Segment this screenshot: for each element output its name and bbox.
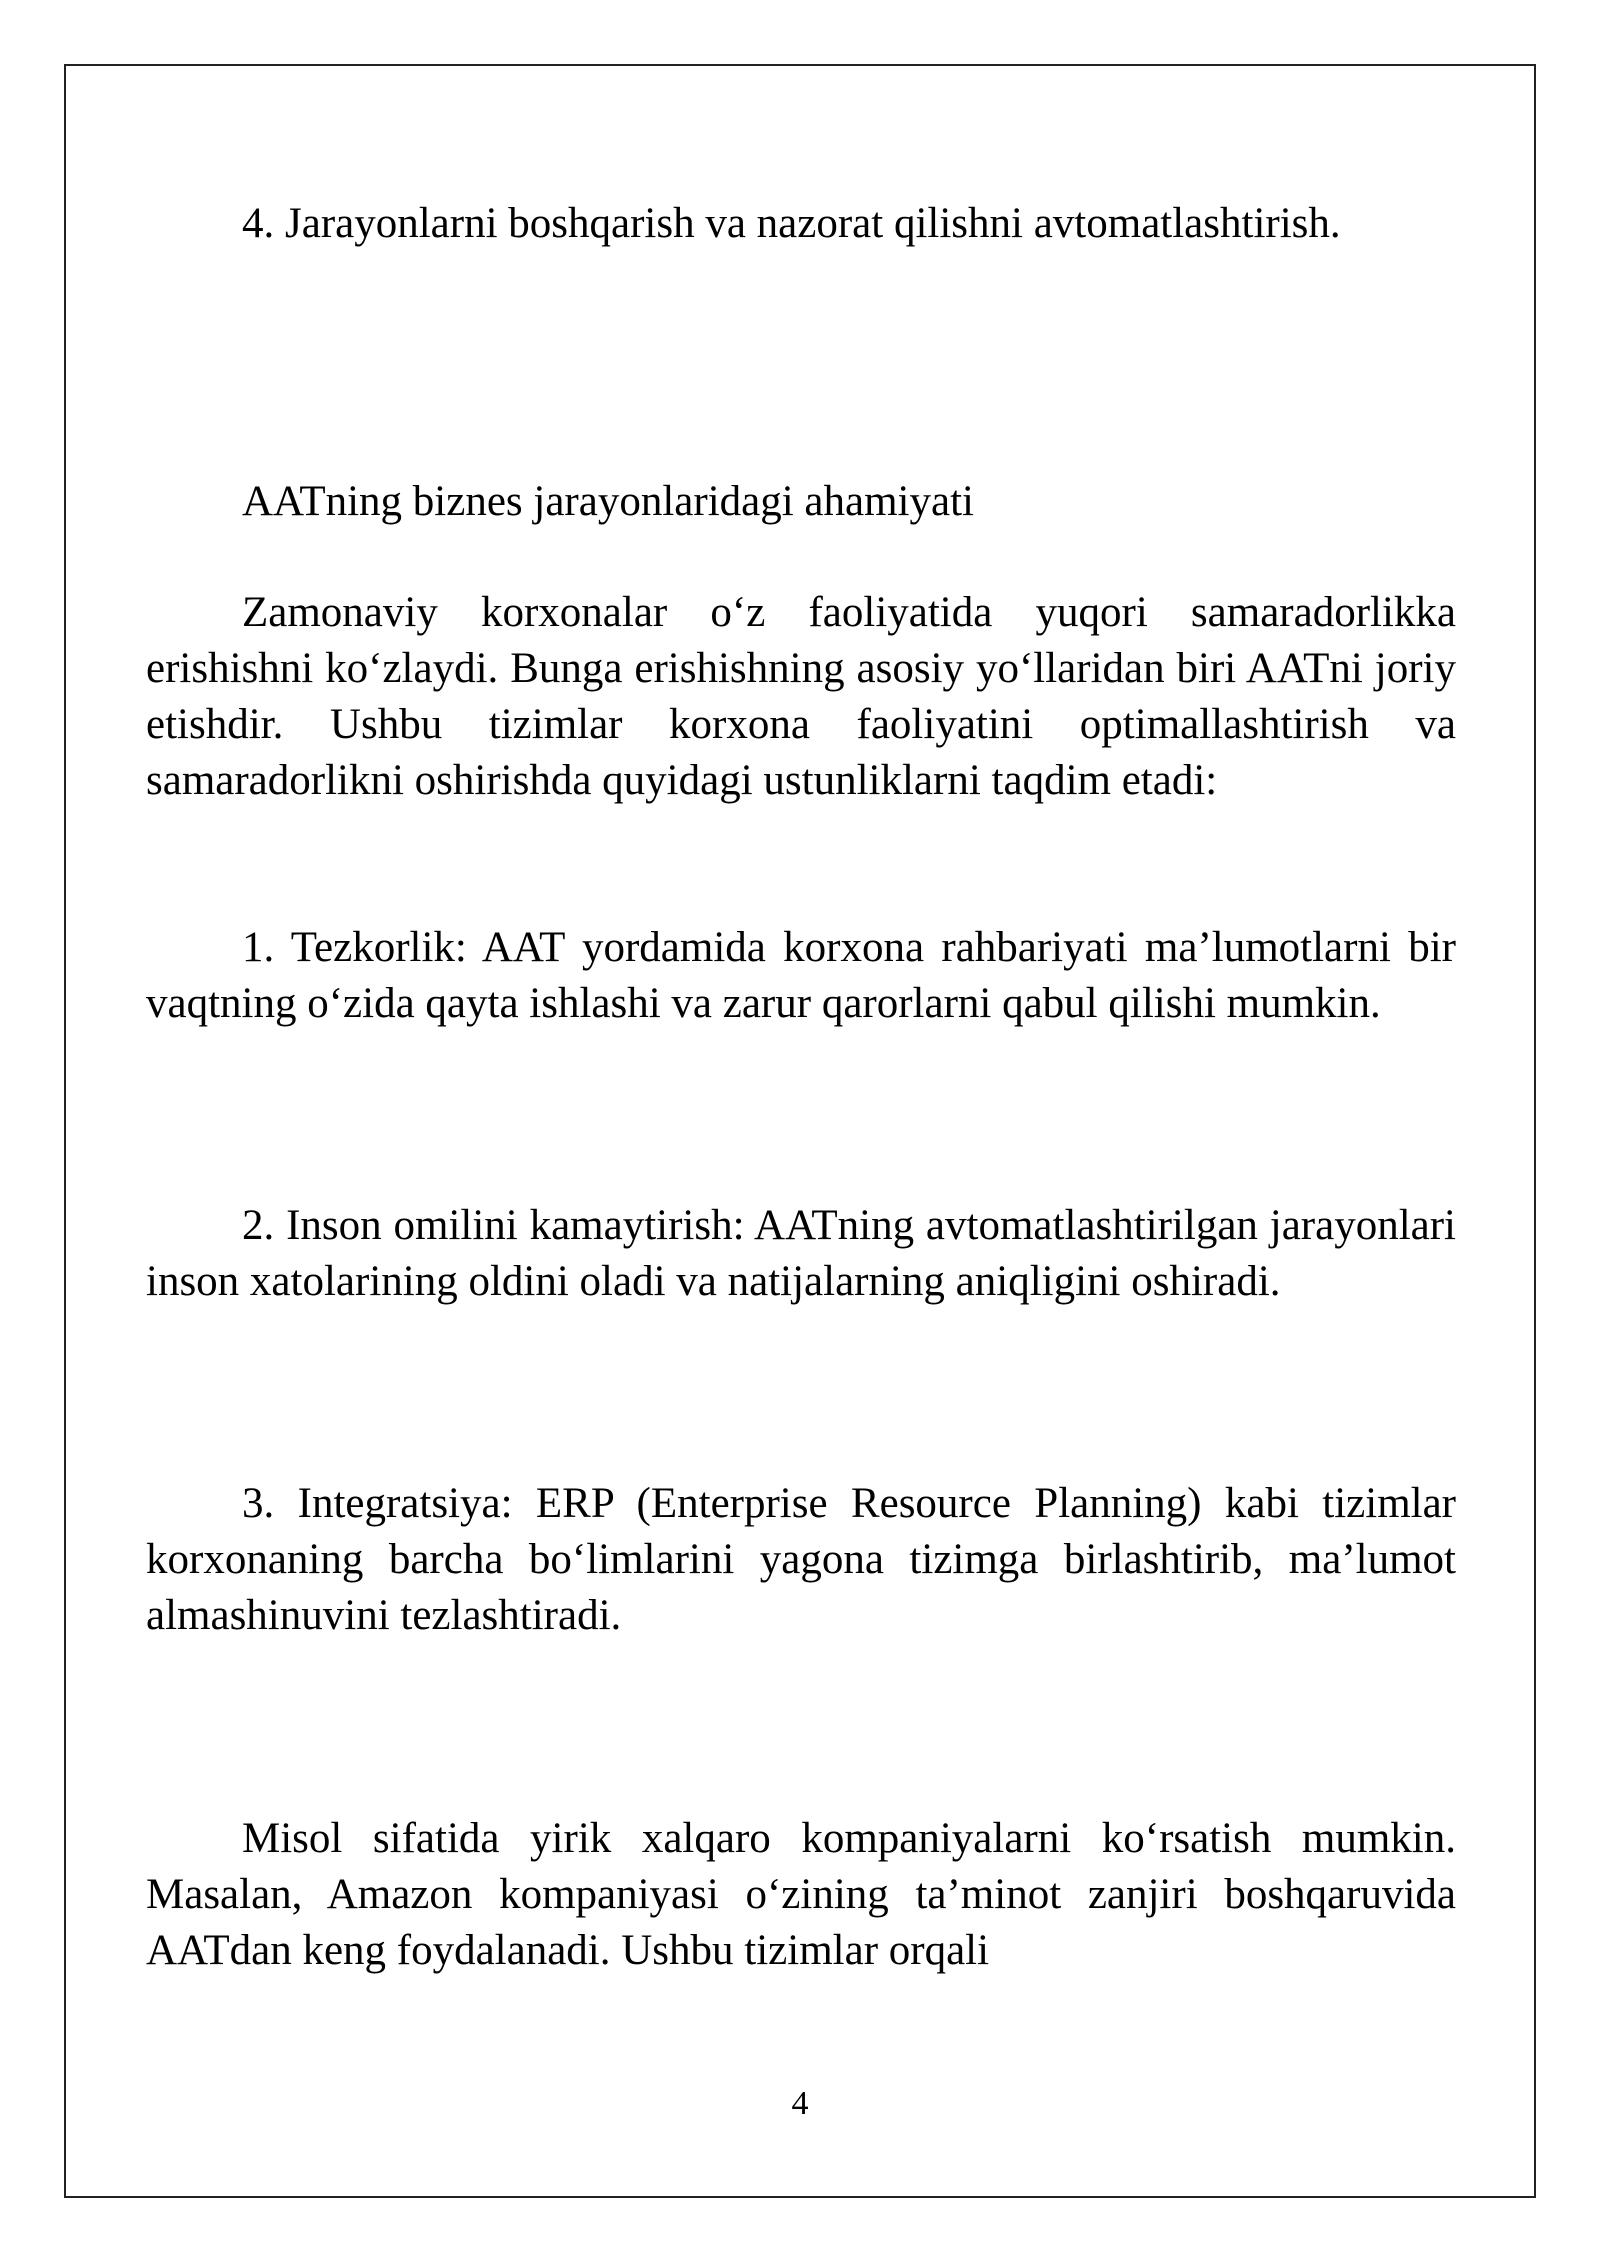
list-item-2: 2. Inson omilini kamaytirish: AATning avtomatlashtirilgan jarayonlari inson xatolarining oldini oladi va natijalarning aniqligini oshiradi.: [146, 1202, 1456, 1305]
example-paragraph: Misol sifatida yirik xalqaro kompaniyalarni ko‘rsatish mumkin. Masalan, Amazon kompaniyasi o‘zining ta’minot zanjiri boshqaruvida AATdan keng foydalanadi. Ushbu tizimlar orqali: [146, 1815, 1456, 1974]
list-item-1: 1. Tezkorlik: AAT yordamida korxona rahbariyati ma’lumotlarni bir vaqtning o‘zida qayta ishlashi va zarur qarorlarni qabul qilishi mumkin.: [146, 924, 1456, 1027]
intro-paragraph: Zamonaviy korxonalar o‘z faoliyatida yuqori samaradorlikka erishishni ko‘zlaydi. Bunga erishishning asosiy yo‘llaridan biri AATni joriy etishdir. Ushbu tizimlar korxona faoliyatini optimallashtirish va samaradorlikni oshirishda quyidagi ustunliklarni taqdim etadi:: [146, 589, 1456, 804]
list-item-3: 3. Integratsiya: ERP (Enterprise Resource Planning) kabi tizimlar korxonaning barcha bo‘limlarini yagona tizimga birlashtirib, ma’lumot almashinuvini tezlashtiradi.: [146, 1480, 1456, 1639]
page-number: 4: [791, 2085, 809, 2122]
section-heading: AATning biznes jarayonlaridagi ahamiyati: [242, 478, 974, 525]
list-item-4: 4. Jarayonlarni boshqarish va nazorat qilishni avtomatlashtirish.: [242, 200, 1341, 247]
